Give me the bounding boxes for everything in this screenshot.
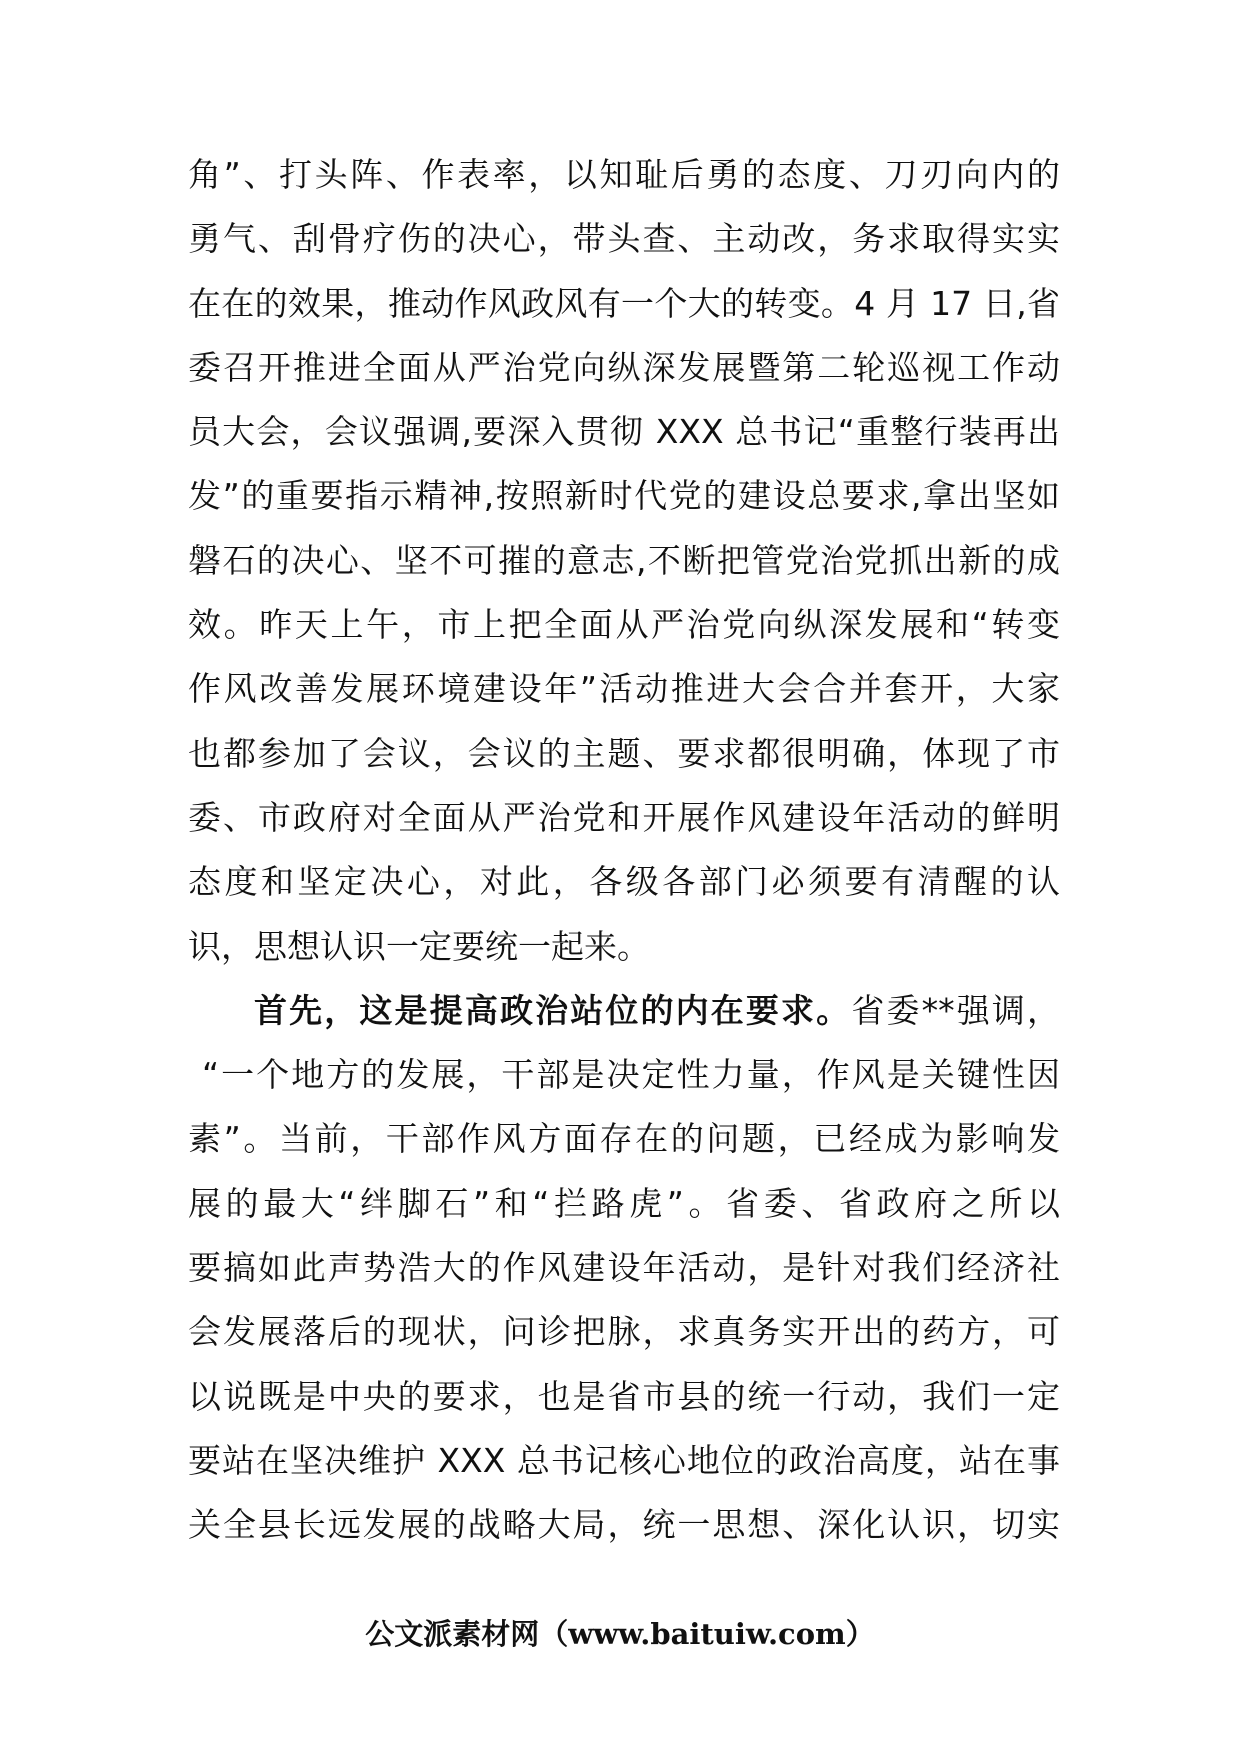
paragraph-2-line-5: 要搞如此声势浩大的作风建设年活动，是针对我们经济社 (188, 1248, 1060, 1288)
paragraph-1-line-3: 在在的效果，推动作风政风有一个大的转变。4 月 17 日,省 (188, 283, 1060, 323)
paragraph-1-line-11: 委、市政府对全面从严治党和开展作风建设年活动的鲜明 (188, 797, 1060, 837)
paragraph-1-line-1: 角”、打头阵、作表率，以知耻后勇的态度、刀刃向内的 (188, 155, 1060, 194)
footer-source: 公文派素材网（www.baituiw.com） (365, 1617, 875, 1651)
paragraph-2-line-3: 素”。当前，干部作风方面存在的问题，已经成为影响发 (188, 1119, 1060, 1159)
paragraph-2-line-1-rest: 省委**强调， (851, 990, 1061, 1030)
paragraph-2-line-7: 以说既是中央的要求，也是省市县的统一行动，我们一定 (188, 1376, 1060, 1416)
paragraph-1-line-6: 发”的重要指示精神,按照新时代党的建设总要求,拿出坚如 (188, 476, 1060, 516)
paragraph-2-line-6: 会发展落后的现状，问诊把脉，求真务实开出的药方，可 (188, 1312, 1060, 1352)
paragraph-1-line-2: 勇气、刮骨疗伤的决心，带头查、主动改，务求取得实实 (188, 219, 1060, 259)
paragraph-2-heading: 首先，这是提高政治站位的内在要求。 (254, 990, 852, 1030)
paragraph-1-line-10: 也都参加了会议，会议的主题、要求都很明确，体现了市 (188, 733, 1060, 773)
paragraph-2-line-1 (188, 979, 1060, 1043)
paragraph-1-line-12: 态度和坚定决心，对此，各级各部门必须要有清醒的认 (188, 862, 1060, 902)
paragraph-1-line-13: 识，思想认识一定要统一起来。 (188, 926, 650, 966)
paragraph-1-line-7: 磐石的决心、坚不可摧的意志,不断把管党治党抓出新的成 (188, 540, 1060, 580)
paragraph-2-line-2: “一个地方的发展，干部是决定性力量，作风是关键性因 (202, 1055, 1060, 1095)
paragraph-1-line-8: 效。昨天上午，市上把全面从严治党向纵深发展和“转变 (188, 605, 1060, 645)
paragraph-1-line-9: 作风改善发展环境建设年”活动推进大会合并套开，大家 (188, 669, 1060, 709)
paragraph-2-line-8: 要站在坚决维护 XXX 总书记核心地位的政治高度，站在事 (188, 1440, 1060, 1480)
paragraph-1-line-4: 委召开推进全面从严治党向纵深发展暨第二轮巡视工作动 (188, 347, 1060, 387)
paragraph-2-line-4: 展的最大“绊脚石”和“拦路虎”。省委、省政府之所以 (188, 1183, 1060, 1223)
paragraph-2-line-9: 关全县长远发展的战略大局，统一思想、深化认识，切实 (188, 1505, 1060, 1545)
paragraph-1-line-5: 员大会，会议强调,要深入贯彻 XXX 总书记“重整行装再出 (188, 412, 1060, 452)
body-text (188, 143, 1060, 1558)
